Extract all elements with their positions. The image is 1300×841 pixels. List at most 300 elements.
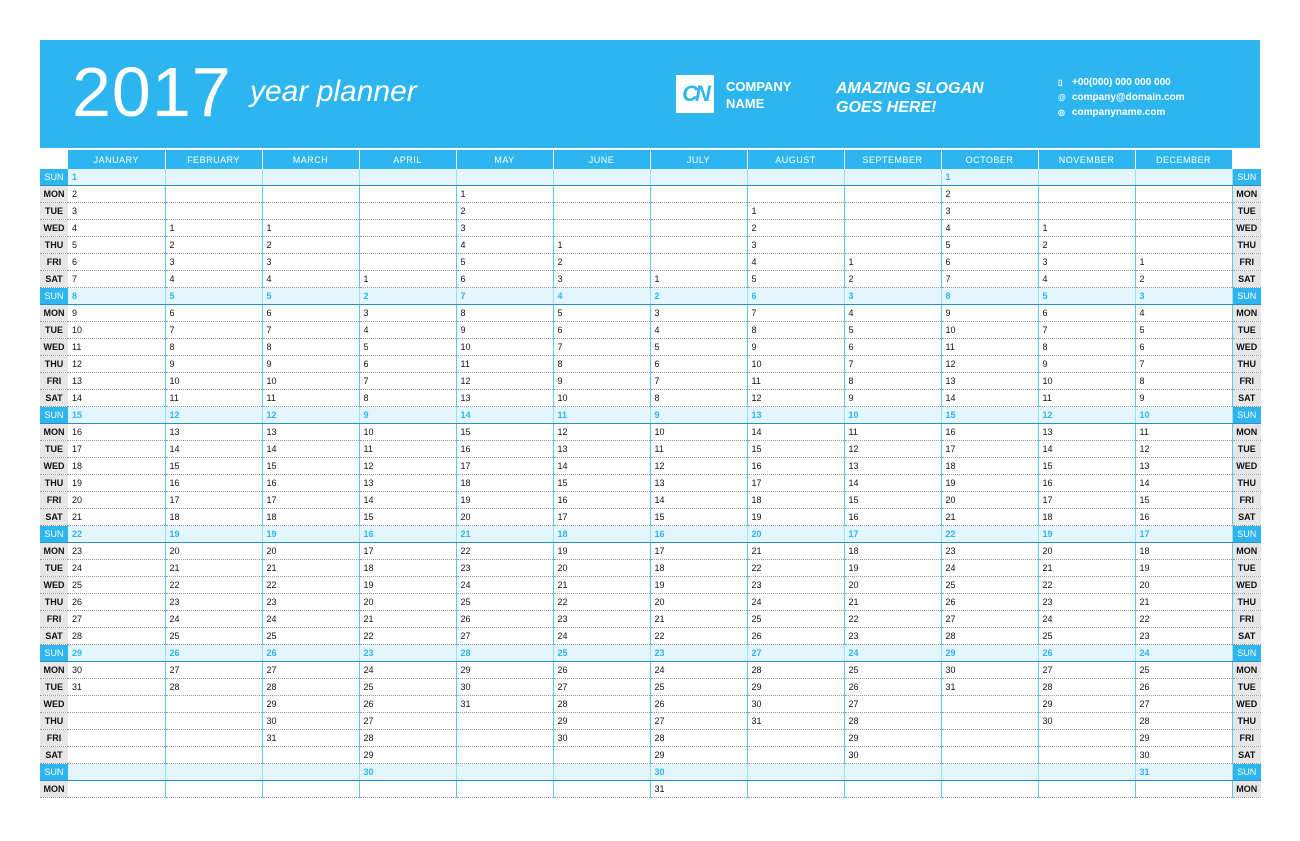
day-cell[interactable] <box>165 747 262 764</box>
day-cell[interactable]: 16 <box>68 424 165 441</box>
day-cell[interactable] <box>1038 781 1135 798</box>
day-cell[interactable]: 26 <box>359 696 456 713</box>
day-cell[interactable]: 13 <box>747 407 844 424</box>
day-cell[interactable]: 9 <box>359 407 456 424</box>
day-cell[interactable] <box>1038 747 1135 764</box>
day-cell[interactable]: 14 <box>68 390 165 407</box>
day-cell[interactable]: 12 <box>747 390 844 407</box>
day-cell[interactable]: 24 <box>844 645 941 662</box>
day-cell[interactable]: 6 <box>1038 305 1135 322</box>
day-cell[interactable]: 3 <box>165 254 262 271</box>
day-cell[interactable]: 10 <box>1038 373 1135 390</box>
day-cell[interactable]: 11 <box>165 390 262 407</box>
day-cell[interactable]: 16 <box>262 475 359 492</box>
day-cell[interactable] <box>844 781 941 798</box>
day-cell[interactable]: 26 <box>262 645 359 662</box>
day-cell[interactable]: 19 <box>165 526 262 543</box>
day-cell[interactable]: 5 <box>650 339 747 356</box>
day-cell[interactable]: 28 <box>747 662 844 679</box>
day-cell[interactable]: 10 <box>1135 407 1232 424</box>
day-cell[interactable]: 15 <box>650 509 747 526</box>
day-cell[interactable]: 9 <box>1038 356 1135 373</box>
day-cell[interactable]: 22 <box>1135 611 1232 628</box>
day-cell[interactable]: 29 <box>553 713 650 730</box>
day-cell[interactable]: 13 <box>1135 458 1232 475</box>
day-cell[interactable]: 10 <box>262 373 359 390</box>
day-cell[interactable]: 7 <box>262 322 359 339</box>
day-cell[interactable]: 22 <box>747 560 844 577</box>
day-cell[interactable]: 20 <box>553 560 650 577</box>
day-cell[interactable]: 19 <box>844 560 941 577</box>
day-cell[interactable]: 14 <box>650 492 747 509</box>
day-cell[interactable]: 26 <box>553 662 650 679</box>
day-cell[interactable] <box>359 169 456 186</box>
day-cell[interactable]: 9 <box>747 339 844 356</box>
day-cell[interactable]: 15 <box>1038 458 1135 475</box>
day-cell[interactable]: 10 <box>456 339 553 356</box>
day-cell[interactable] <box>650 186 747 203</box>
day-cell[interactable] <box>359 781 456 798</box>
day-cell[interactable] <box>941 764 1038 781</box>
day-cell[interactable]: 18 <box>844 543 941 560</box>
day-cell[interactable]: 17 <box>650 543 747 560</box>
day-cell[interactable]: 26 <box>747 628 844 645</box>
day-cell[interactable]: 7 <box>1135 356 1232 373</box>
day-cell[interactable]: 24 <box>553 628 650 645</box>
day-cell[interactable]: 30 <box>456 679 553 696</box>
day-cell[interactable]: 20 <box>165 543 262 560</box>
day-cell[interactable]: 26 <box>941 594 1038 611</box>
day-cell[interactable]: 28 <box>359 730 456 747</box>
day-cell[interactable]: 27 <box>553 679 650 696</box>
day-cell[interactable]: 8 <box>747 322 844 339</box>
day-cell[interactable]: 19 <box>941 475 1038 492</box>
day-cell[interactable]: 4 <box>1135 305 1232 322</box>
day-cell[interactable]: 24 <box>359 662 456 679</box>
day-cell[interactable]: 31 <box>262 730 359 747</box>
day-cell[interactable]: 12 <box>165 407 262 424</box>
day-cell[interactable]: 16 <box>1135 509 1232 526</box>
day-cell[interactable]: 7 <box>747 305 844 322</box>
day-cell[interactable]: 13 <box>1038 424 1135 441</box>
day-cell[interactable] <box>165 169 262 186</box>
day-cell[interactable]: 19 <box>262 526 359 543</box>
day-cell[interactable]: 25 <box>456 594 553 611</box>
day-cell[interactable]: 6 <box>165 305 262 322</box>
day-cell[interactable]: 3 <box>553 271 650 288</box>
day-cell[interactable]: 7 <box>456 288 553 305</box>
day-cell[interactable]: 27 <box>1038 662 1135 679</box>
day-cell[interactable]: 6 <box>941 254 1038 271</box>
day-cell[interactable]: 16 <box>844 509 941 526</box>
day-cell[interactable]: 23 <box>747 577 844 594</box>
day-cell[interactable]: 5 <box>359 339 456 356</box>
day-cell[interactable]: 29 <box>262 696 359 713</box>
day-cell[interactable]: 3 <box>1038 254 1135 271</box>
day-cell[interactable]: 31 <box>456 696 553 713</box>
day-cell[interactable]: 25 <box>68 577 165 594</box>
day-cell[interactable]: 7 <box>165 322 262 339</box>
day-cell[interactable]: 3 <box>456 220 553 237</box>
day-cell[interactable]: 25 <box>844 662 941 679</box>
day-cell[interactable] <box>262 186 359 203</box>
day-cell[interactable]: 16 <box>650 526 747 543</box>
day-cell[interactable]: 11 <box>650 441 747 458</box>
day-cell[interactable]: 27 <box>650 713 747 730</box>
day-cell[interactable]: 24 <box>747 594 844 611</box>
day-cell[interactable]: 6 <box>456 271 553 288</box>
day-cell[interactable]: 7 <box>68 271 165 288</box>
day-cell[interactable]: 15 <box>456 424 553 441</box>
day-cell[interactable]: 1 <box>165 220 262 237</box>
day-cell[interactable]: 3 <box>359 305 456 322</box>
day-cell[interactable]: 24 <box>262 611 359 628</box>
day-cell[interactable] <box>165 764 262 781</box>
day-cell[interactable] <box>359 220 456 237</box>
day-cell[interactable]: 2 <box>359 288 456 305</box>
day-cell[interactable]: 20 <box>941 492 1038 509</box>
day-cell[interactable]: 21 <box>68 509 165 526</box>
day-cell[interactable]: 13 <box>553 441 650 458</box>
day-cell[interactable] <box>68 747 165 764</box>
day-cell[interactable]: 1 <box>844 254 941 271</box>
day-cell[interactable]: 16 <box>941 424 1038 441</box>
day-cell[interactable]: 4 <box>262 271 359 288</box>
day-cell[interactable]: 14 <box>262 441 359 458</box>
day-cell[interactable]: 31 <box>941 679 1038 696</box>
day-cell[interactable]: 25 <box>1135 662 1232 679</box>
day-cell[interactable]: 5 <box>941 237 1038 254</box>
day-cell[interactable]: 8 <box>359 390 456 407</box>
day-cell[interactable]: 12 <box>1135 441 1232 458</box>
day-cell[interactable]: 23 <box>844 628 941 645</box>
day-cell[interactable]: 26 <box>844 679 941 696</box>
day-cell[interactable]: 28 <box>262 679 359 696</box>
day-cell[interactable] <box>747 186 844 203</box>
day-cell[interactable] <box>456 764 553 781</box>
day-cell[interactable]: 14 <box>359 492 456 509</box>
day-cell[interactable]: 12 <box>456 373 553 390</box>
day-cell[interactable]: 14 <box>165 441 262 458</box>
day-cell[interactable]: 8 <box>941 288 1038 305</box>
day-cell[interactable]: 17 <box>1038 492 1135 509</box>
day-cell[interactable]: 24 <box>1038 611 1135 628</box>
day-cell[interactable] <box>165 203 262 220</box>
day-cell[interactable]: 18 <box>262 509 359 526</box>
day-cell[interactable]: 2 <box>1135 271 1232 288</box>
day-cell[interactable]: 30 <box>68 662 165 679</box>
day-cell[interactable]: 1 <box>650 271 747 288</box>
day-cell[interactable]: 14 <box>747 424 844 441</box>
day-cell[interactable]: 22 <box>1038 577 1135 594</box>
day-cell[interactable]: 31 <box>650 781 747 798</box>
day-cell[interactable]: 18 <box>941 458 1038 475</box>
day-cell[interactable]: 5 <box>456 254 553 271</box>
day-cell[interactable]: 10 <box>553 390 650 407</box>
day-cell[interactable]: 12 <box>359 458 456 475</box>
day-cell[interactable]: 8 <box>650 390 747 407</box>
day-cell[interactable] <box>941 713 1038 730</box>
day-cell[interactable]: 17 <box>941 441 1038 458</box>
day-cell[interactable]: 29 <box>456 662 553 679</box>
day-cell[interactable]: 23 <box>650 645 747 662</box>
day-cell[interactable]: 6 <box>844 339 941 356</box>
day-cell[interactable] <box>456 781 553 798</box>
day-cell[interactable]: 12 <box>1038 407 1135 424</box>
day-cell[interactable]: 14 <box>456 407 553 424</box>
day-cell[interactable]: 9 <box>456 322 553 339</box>
day-cell[interactable]: 24 <box>68 560 165 577</box>
day-cell[interactable]: 20 <box>747 526 844 543</box>
day-cell[interactable]: 7 <box>553 339 650 356</box>
day-cell[interactable]: 29 <box>1135 730 1232 747</box>
day-cell[interactable]: 23 <box>456 560 553 577</box>
day-cell[interactable]: 29 <box>747 679 844 696</box>
day-cell[interactable]: 17 <box>165 492 262 509</box>
day-cell[interactable] <box>553 220 650 237</box>
day-cell[interactable]: 13 <box>68 373 165 390</box>
day-cell[interactable]: 28 <box>941 628 1038 645</box>
day-cell[interactable]: 24 <box>1135 645 1232 662</box>
day-cell[interactable]: 11 <box>747 373 844 390</box>
day-cell[interactable]: 11 <box>844 424 941 441</box>
day-cell[interactable]: 21 <box>359 611 456 628</box>
day-cell[interactable] <box>68 713 165 730</box>
day-cell[interactable] <box>747 169 844 186</box>
day-cell[interactable]: 1 <box>1038 220 1135 237</box>
day-cell[interactable]: 17 <box>68 441 165 458</box>
day-cell[interactable] <box>68 781 165 798</box>
day-cell[interactable] <box>1038 730 1135 747</box>
day-cell[interactable]: 6 <box>262 305 359 322</box>
day-cell[interactable]: 4 <box>165 271 262 288</box>
day-cell[interactable]: 23 <box>359 645 456 662</box>
day-cell[interactable] <box>1135 169 1232 186</box>
day-cell[interactable]: 8 <box>1038 339 1135 356</box>
day-cell[interactable]: 22 <box>553 594 650 611</box>
day-cell[interactable]: 1 <box>941 169 1038 186</box>
day-cell[interactable]: 15 <box>262 458 359 475</box>
day-cell[interactable]: 1 <box>359 271 456 288</box>
day-cell[interactable] <box>553 764 650 781</box>
day-cell[interactable]: 12 <box>262 407 359 424</box>
day-cell[interactable] <box>456 730 553 747</box>
day-cell[interactable]: 20 <box>262 543 359 560</box>
day-cell[interactable]: 25 <box>165 628 262 645</box>
day-cell[interactable] <box>941 696 1038 713</box>
day-cell[interactable]: 30 <box>941 662 1038 679</box>
day-cell[interactable]: 20 <box>456 509 553 526</box>
day-cell[interactable]: 29 <box>1038 696 1135 713</box>
day-cell[interactable]: 11 <box>1135 424 1232 441</box>
day-cell[interactable]: 17 <box>456 458 553 475</box>
day-cell[interactable]: 2 <box>747 220 844 237</box>
day-cell[interactable] <box>1038 186 1135 203</box>
day-cell[interactable] <box>650 203 747 220</box>
day-cell[interactable]: 17 <box>262 492 359 509</box>
day-cell[interactable]: 28 <box>1038 679 1135 696</box>
day-cell[interactable]: 1 <box>68 169 165 186</box>
day-cell[interactable]: 14 <box>1135 475 1232 492</box>
day-cell[interactable] <box>68 696 165 713</box>
day-cell[interactable]: 9 <box>1135 390 1232 407</box>
day-cell[interactable]: 27 <box>747 645 844 662</box>
day-cell[interactable]: 18 <box>456 475 553 492</box>
day-cell[interactable]: 7 <box>1038 322 1135 339</box>
day-cell[interactable]: 6 <box>1135 339 1232 356</box>
day-cell[interactable]: 19 <box>1135 560 1232 577</box>
day-cell[interactable] <box>844 237 941 254</box>
day-cell[interactable]: 3 <box>650 305 747 322</box>
day-cell[interactable]: 17 <box>553 509 650 526</box>
day-cell[interactable]: 28 <box>553 696 650 713</box>
day-cell[interactable]: 14 <box>844 475 941 492</box>
day-cell[interactable] <box>553 781 650 798</box>
day-cell[interactable]: 22 <box>844 611 941 628</box>
day-cell[interactable]: 18 <box>68 458 165 475</box>
day-cell[interactable]: 10 <box>165 373 262 390</box>
day-cell[interactable]: 9 <box>941 305 1038 322</box>
day-cell[interactable]: 13 <box>650 475 747 492</box>
day-cell[interactable]: 30 <box>553 730 650 747</box>
day-cell[interactable]: 15 <box>68 407 165 424</box>
day-cell[interactable] <box>650 254 747 271</box>
day-cell[interactable] <box>262 747 359 764</box>
day-cell[interactable] <box>68 730 165 747</box>
day-cell[interactable]: 9 <box>165 356 262 373</box>
day-cell[interactable]: 2 <box>262 237 359 254</box>
day-cell[interactable]: 27 <box>844 696 941 713</box>
day-cell[interactable] <box>553 186 650 203</box>
day-cell[interactable]: 18 <box>359 560 456 577</box>
day-cell[interactable]: 8 <box>1135 373 1232 390</box>
day-cell[interactable]: 1 <box>553 237 650 254</box>
day-cell[interactable]: 10 <box>359 424 456 441</box>
day-cell[interactable]: 6 <box>650 356 747 373</box>
day-cell[interactable]: 21 <box>165 560 262 577</box>
day-cell[interactable]: 28 <box>650 730 747 747</box>
day-cell[interactable]: 13 <box>941 373 1038 390</box>
day-cell[interactable]: 23 <box>1135 628 1232 645</box>
day-cell[interactable]: 25 <box>359 679 456 696</box>
day-cell[interactable]: 1 <box>747 203 844 220</box>
day-cell[interactable]: 26 <box>68 594 165 611</box>
day-cell[interactable] <box>165 730 262 747</box>
day-cell[interactable]: 16 <box>165 475 262 492</box>
day-cell[interactable]: 6 <box>553 322 650 339</box>
day-cell[interactable]: 28 <box>1135 713 1232 730</box>
day-cell[interactable]: 21 <box>262 560 359 577</box>
day-cell[interactable]: 10 <box>650 424 747 441</box>
day-cell[interactable]: 30 <box>844 747 941 764</box>
day-cell[interactable]: 4 <box>844 305 941 322</box>
day-cell[interactable]: 19 <box>553 543 650 560</box>
day-cell[interactable]: 28 <box>165 679 262 696</box>
day-cell[interactable]: 26 <box>650 696 747 713</box>
day-cell[interactable]: 10 <box>747 356 844 373</box>
day-cell[interactable] <box>1038 169 1135 186</box>
day-cell[interactable]: 8 <box>844 373 941 390</box>
day-cell[interactable]: 13 <box>359 475 456 492</box>
day-cell[interactable]: 18 <box>747 492 844 509</box>
day-cell[interactable] <box>747 781 844 798</box>
day-cell[interactable]: 4 <box>553 288 650 305</box>
day-cell[interactable]: 14 <box>1038 441 1135 458</box>
day-cell[interactable] <box>1135 186 1232 203</box>
day-cell[interactable]: 26 <box>1135 679 1232 696</box>
day-cell[interactable]: 4 <box>941 220 1038 237</box>
day-cell[interactable]: 25 <box>553 645 650 662</box>
day-cell[interactable]: 27 <box>359 713 456 730</box>
day-cell[interactable]: 18 <box>165 509 262 526</box>
day-cell[interactable]: 1 <box>456 186 553 203</box>
day-cell[interactable]: 23 <box>262 594 359 611</box>
day-cell[interactable]: 19 <box>650 577 747 594</box>
day-cell[interactable]: 16 <box>1038 475 1135 492</box>
day-cell[interactable]: 15 <box>844 492 941 509</box>
day-cell[interactable]: 26 <box>1038 645 1135 662</box>
day-cell[interactable]: 3 <box>941 203 1038 220</box>
day-cell[interactable]: 2 <box>165 237 262 254</box>
day-cell[interactable]: 23 <box>941 543 1038 560</box>
day-cell[interactable] <box>359 237 456 254</box>
day-cell[interactable]: 1 <box>1135 254 1232 271</box>
day-cell[interactable]: 30 <box>1135 747 1232 764</box>
day-cell[interactable]: 4 <box>359 322 456 339</box>
day-cell[interactable]: 8 <box>68 288 165 305</box>
day-cell[interactable] <box>456 169 553 186</box>
day-cell[interactable]: 19 <box>747 509 844 526</box>
day-cell[interactable]: 31 <box>747 713 844 730</box>
day-cell[interactable]: 7 <box>359 373 456 390</box>
day-cell[interactable] <box>844 764 941 781</box>
day-cell[interactable]: 15 <box>553 475 650 492</box>
day-cell[interactable]: 4 <box>1038 271 1135 288</box>
day-cell[interactable]: 30 <box>359 764 456 781</box>
day-cell[interactable] <box>844 169 941 186</box>
day-cell[interactable]: 22 <box>165 577 262 594</box>
day-cell[interactable] <box>553 169 650 186</box>
day-cell[interactable]: 15 <box>165 458 262 475</box>
day-cell[interactable]: 1 <box>262 220 359 237</box>
day-cell[interactable]: 20 <box>68 492 165 509</box>
day-cell[interactable]: 2 <box>650 288 747 305</box>
day-cell[interactable] <box>747 764 844 781</box>
day-cell[interactable]: 21 <box>1135 594 1232 611</box>
day-cell[interactable]: 23 <box>553 611 650 628</box>
day-cell[interactable]: 13 <box>165 424 262 441</box>
day-cell[interactable] <box>650 237 747 254</box>
day-cell[interactable] <box>747 730 844 747</box>
day-cell[interactable]: 12 <box>844 441 941 458</box>
day-cell[interactable]: 7 <box>650 373 747 390</box>
day-cell[interactable] <box>941 781 1038 798</box>
day-cell[interactable]: 26 <box>456 611 553 628</box>
day-cell[interactable]: 10 <box>941 322 1038 339</box>
day-cell[interactable]: 21 <box>650 611 747 628</box>
day-cell[interactable]: 11 <box>1038 390 1135 407</box>
day-cell[interactable] <box>165 713 262 730</box>
day-cell[interactable] <box>650 169 747 186</box>
day-cell[interactable]: 13 <box>456 390 553 407</box>
day-cell[interactable]: 20 <box>844 577 941 594</box>
day-cell[interactable]: 8 <box>553 356 650 373</box>
day-cell[interactable]: 29 <box>359 747 456 764</box>
day-cell[interactable]: 3 <box>262 254 359 271</box>
day-cell[interactable]: 21 <box>747 543 844 560</box>
day-cell[interactable]: 21 <box>941 509 1038 526</box>
day-cell[interactable]: 14 <box>941 390 1038 407</box>
